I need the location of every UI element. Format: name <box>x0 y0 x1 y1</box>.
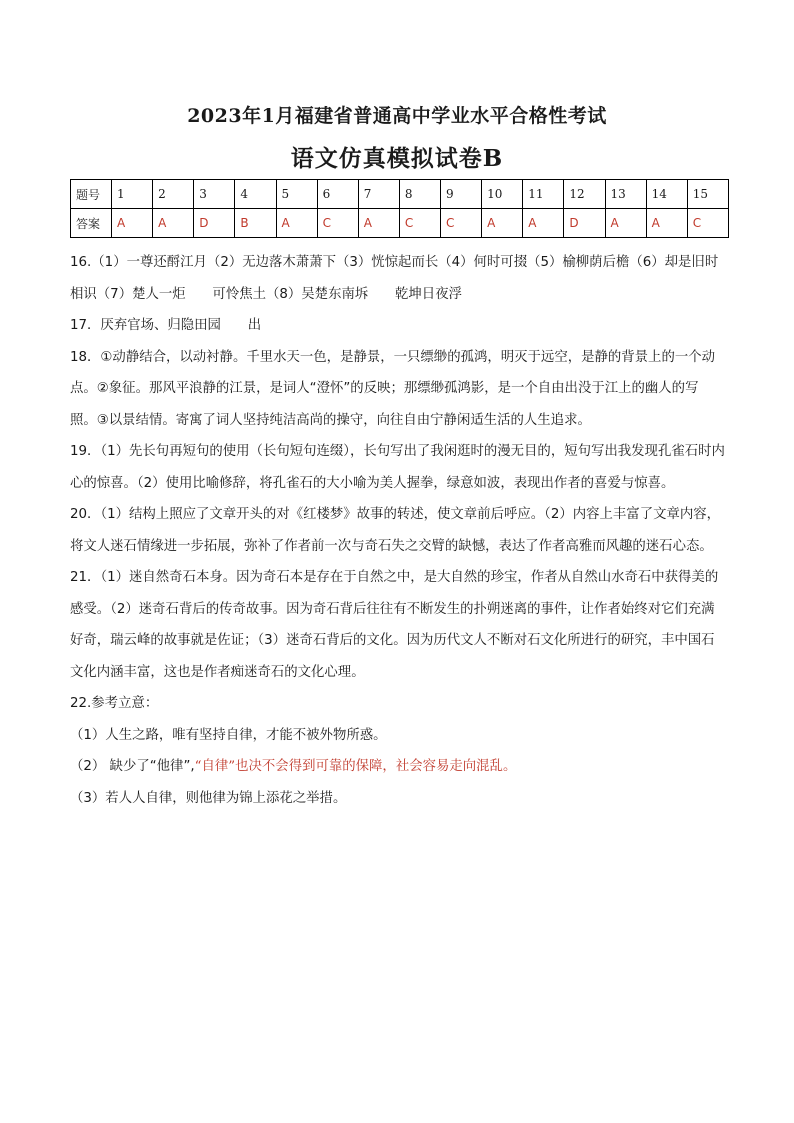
question-number-row <box>71 180 729 209</box>
answer-16: 16.（1）一尊还酹江月（2）无边落木萧萧下（3）恍惊起而长（4）何时可掇（5）榆柳荫后檐（6）却是旧时相识（7）楚人一炬 可怜焦土（8）吴楚东南坼 乾坤日夜浮 <box>70 255 719 302</box>
answer-22-point-2-lead: （2） 缺少了“他律”, <box>70 759 195 774</box>
answer-row <box>71 209 729 238</box>
answer-cell: D <box>194 209 235 238</box>
answer-22-point-3: （3）若人人自律，则他律为锦上添花之举措。 <box>70 790 347 806</box>
answer-22-point-2 <box>70 751 725 783</box>
question-number: 13 <box>605 180 646 209</box>
answer-18: 18．①动静结合，以动衬静。千里水天一色，是静景，一只缥缈的孤鸿，明灭于远空，是静的背景上的一个动点。②象征。那风平浪静的江景，是词人“澄怀”的反映；那缥缈孤鸿影，是一个自由出没于江上的幽人的写照。③以景结情。寄寓了词人坚持纯洁高尚的操守，向往自由宁静闲适生活的人生追求。 <box>70 349 716 428</box>
question-number: 5 <box>276 180 317 209</box>
answer-cell: C <box>441 209 482 238</box>
answer-cell: A <box>112 209 153 238</box>
question-number: 7 <box>358 180 399 209</box>
answer-cell: A <box>646 209 687 238</box>
answer-body <box>70 247 725 814</box>
answer-cell: A <box>482 209 523 238</box>
answer-19: 19．（1）先长句再短句的使用（长句短句连缀），长句写出了我闲逛时的漫无目的，短句写出我发现孔雀石时内心的惊喜。（2）使用比喻修辞，将孔雀石的大小喻为美人握拳，绿意如波，表现出作者的喜爱与惊喜。 <box>70 444 725 491</box>
answer-cell: D <box>564 209 605 238</box>
answer-cell: A <box>605 209 646 238</box>
answer-cell: C <box>317 209 358 238</box>
answer-cell: C <box>687 209 728 238</box>
row-label-question: 题号 <box>71 180 112 209</box>
page-subtitle: 语文仿真模拟试卷B <box>290 145 504 172</box>
question-number: 6 <box>317 180 358 209</box>
answer-cell: C <box>399 209 440 238</box>
question-number: 15 <box>687 180 728 209</box>
question-number: 9 <box>441 180 482 209</box>
question-number: 11 <box>523 180 564 209</box>
answer-cell: A <box>276 209 317 238</box>
question-number: 14 <box>646 180 687 209</box>
question-number: 3 <box>194 180 235 209</box>
answer-cell: A <box>523 209 564 238</box>
answer-22-point-1: （1）人生之路，唯有坚持自律，才能不被外物所惑。 <box>70 727 387 743</box>
question-number: 4 <box>235 180 276 209</box>
answer-key-table <box>70 179 729 238</box>
page-title: 2023年1月福建省普通高中学业水平合格性考试 <box>187 105 607 127</box>
question-number: 8 <box>399 180 440 209</box>
answer-cell: A <box>358 209 399 238</box>
row-label-answer: 答案 <box>71 209 112 238</box>
answer-cell: B <box>235 209 276 238</box>
answer-21: 21．（1）迷自然奇石本身。因为奇石本是存在于自然之中，是大自然的珍宝，作者从自然山水奇石中获得美的感受。（2）迷奇石背后的传奇故事。因为奇石背后往往有不断发生的扑朔迷离的事件，让作者始终对它们充满好奇，瑞云峰的故事就是佐证；（3）迷奇石背后的文化。因为历代文人不断对石文化所进行的研究，丰中国石文化内涵丰富，这也是作者痴迷奇石的文化心理。 <box>70 570 719 680</box>
answer-17: 17．厌弃官场、归隐田园 出 <box>70 318 262 333</box>
answer-cell: A <box>153 209 194 238</box>
question-number: 1 <box>112 180 153 209</box>
question-number: 10 <box>482 180 523 209</box>
answer-20: 20．（1）结构上照应了文章开头的对《红楼梦》故事的转述，使文章前后呼应。（2）内容上丰富了文章内容，将文人迷石情缘进一步拓展，弥补了作者前一次与奇石失之交臂的缺憾，表达了作者高雅而风趣的迷石心态。 <box>70 507 721 554</box>
answer-22-point-2-rest: “自律”也决不会得到可靠的保障，社会容易走向混乱。 <box>194 759 517 774</box>
question-number: 2 <box>153 180 194 209</box>
answer-22-intro: 22.参考立意： <box>70 696 159 711</box>
question-number: 12 <box>564 180 605 209</box>
